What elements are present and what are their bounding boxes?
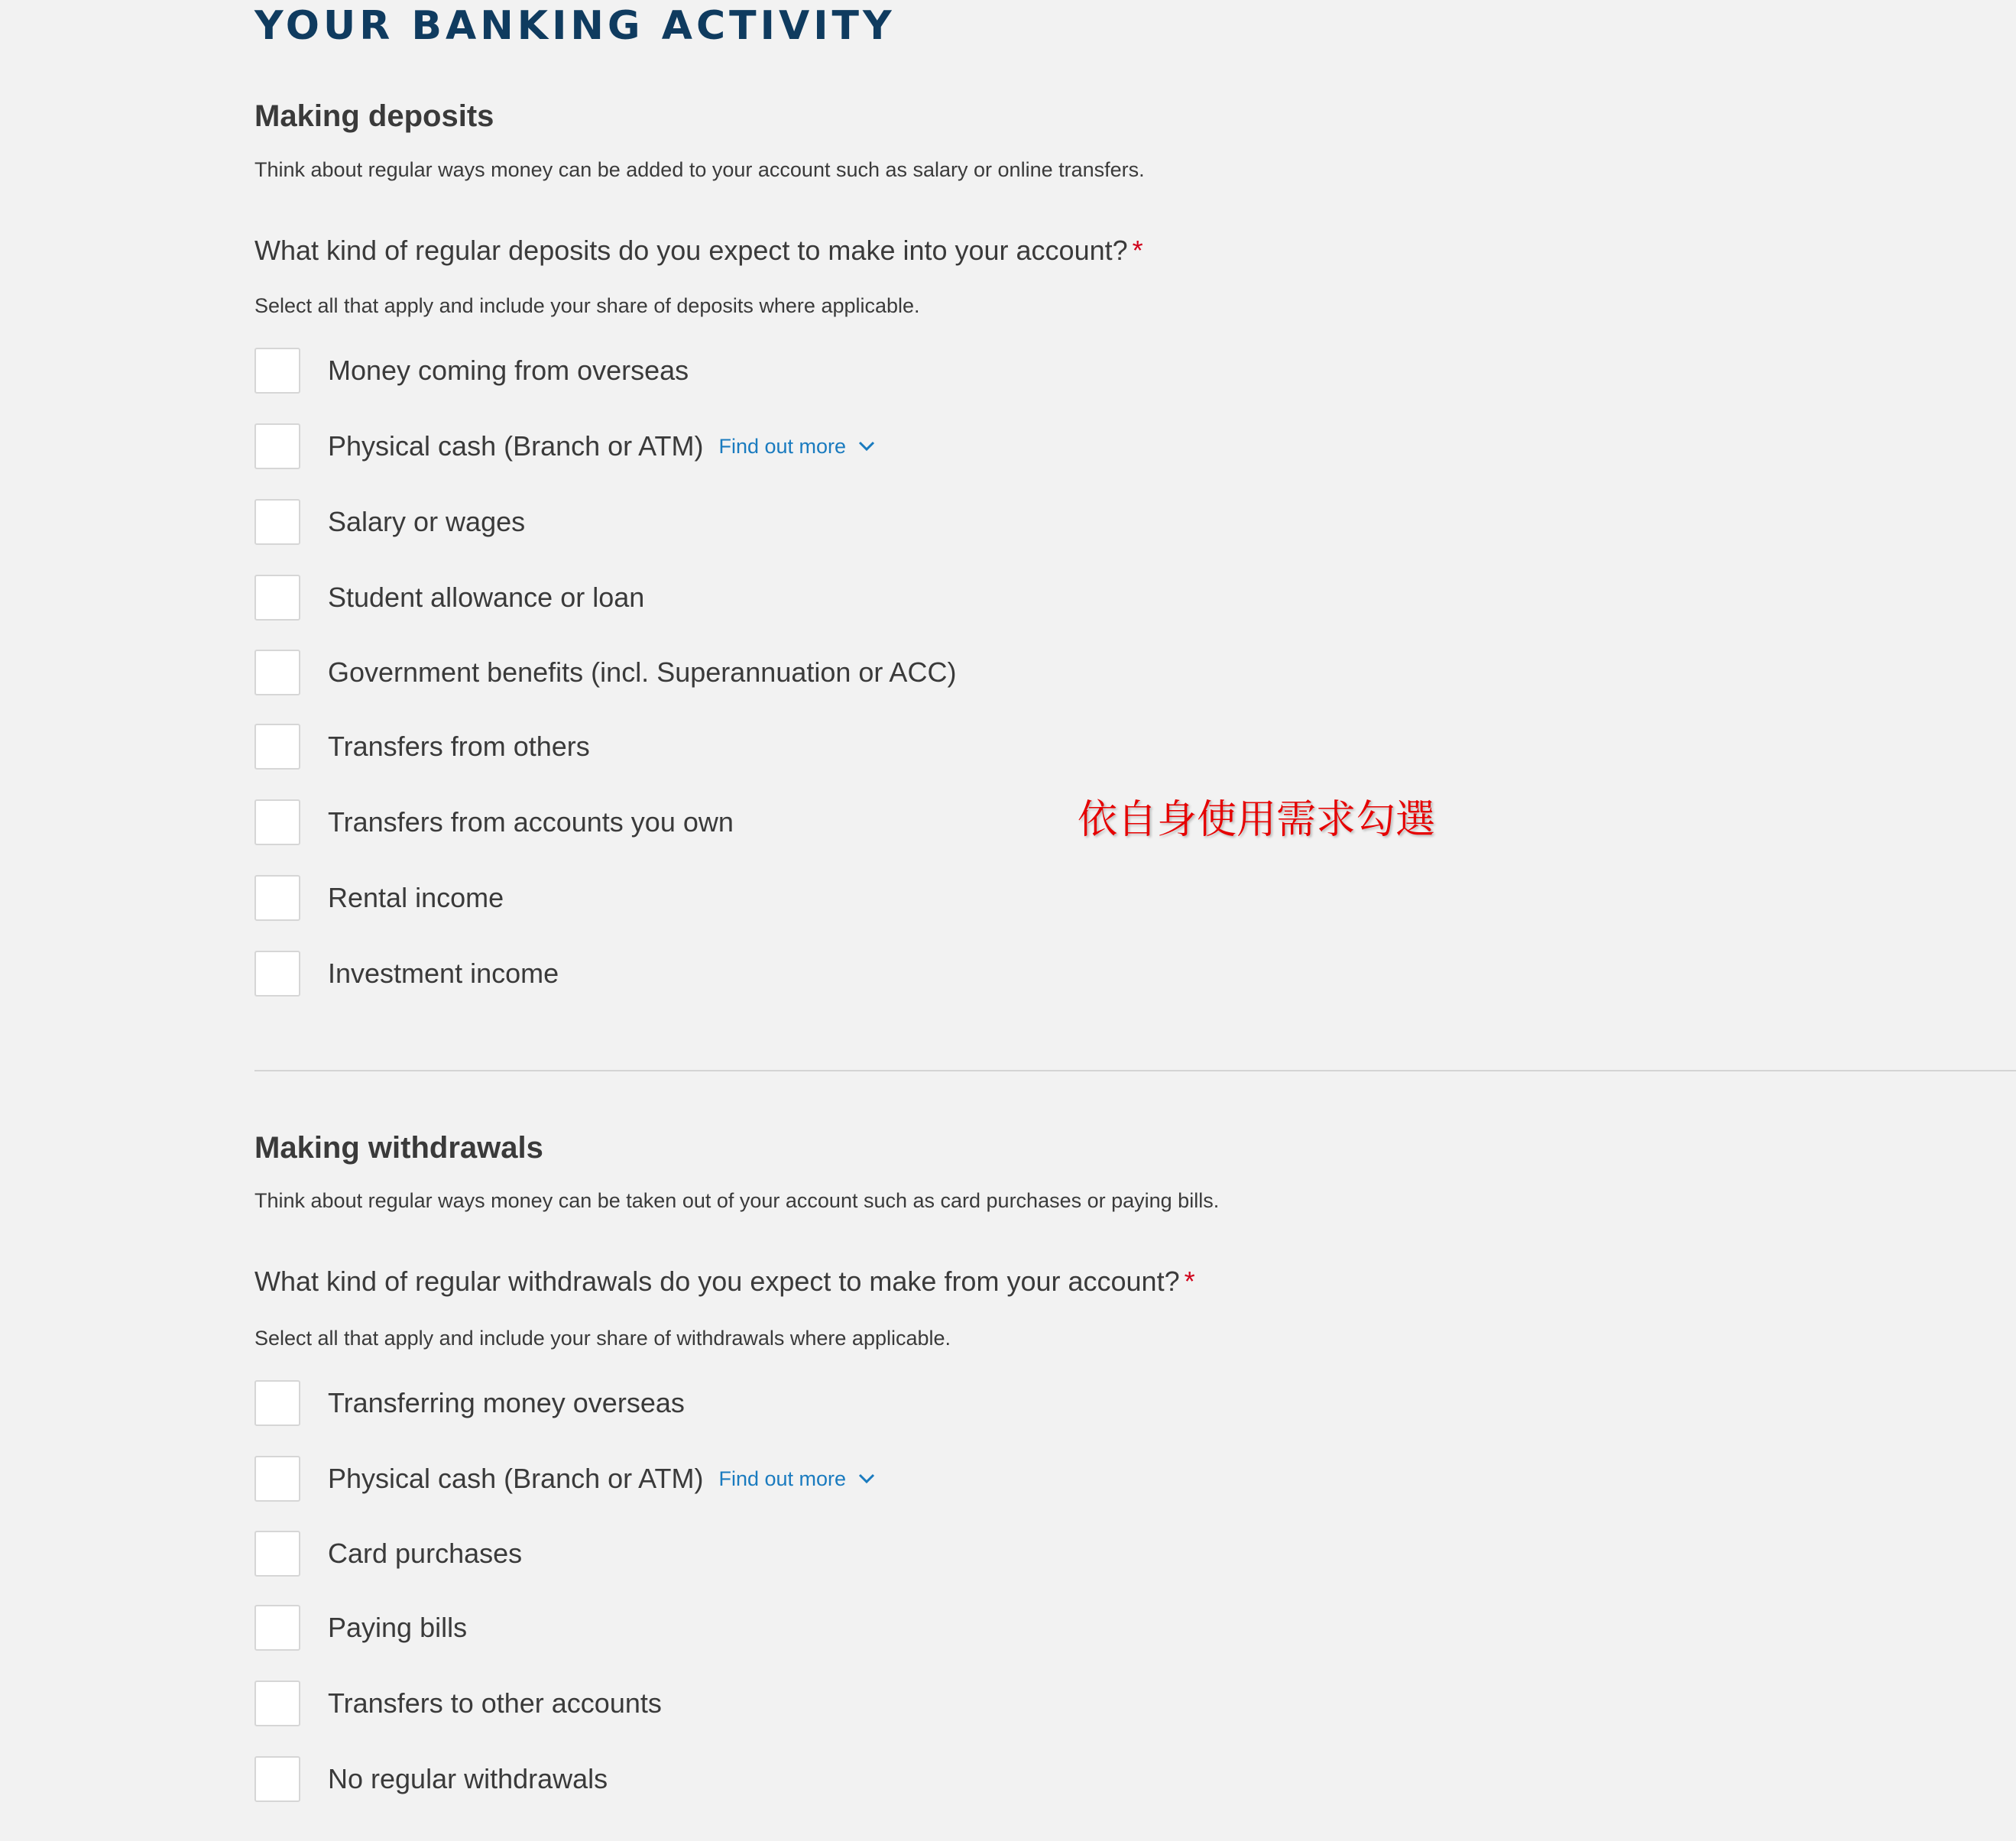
option-label: Student allowance or loan bbox=[328, 582, 645, 613]
option-label: No regular withdrawals bbox=[328, 1763, 608, 1794]
find-out-more-label: Find out more bbox=[718, 1467, 847, 1490]
option-label: Transferring money overseas bbox=[328, 1387, 685, 1418]
option-label: Money coming from overseas bbox=[328, 355, 689, 386]
option-label: Rental income bbox=[328, 882, 504, 913]
deposit-option-investment[interactable] bbox=[254, 948, 559, 999]
deposits-hint: Select all that apply and include your share of deposits where applicable. bbox=[254, 294, 920, 317]
chevron-down-icon bbox=[858, 1473, 875, 1484]
section-divider bbox=[254, 1070, 2016, 1071]
withdrawal-option-none[interactable] bbox=[254, 1754, 608, 1804]
deposit-option-transfers-own[interactable] bbox=[254, 797, 734, 848]
find-out-more-link[interactable] bbox=[718, 435, 875, 459]
withdrawals-question-text: What kind of regular withdrawals do you expect to make from your account? bbox=[254, 1266, 1180, 1297]
chevron-down-icon bbox=[858, 441, 875, 452]
checkbox[interactable] bbox=[254, 423, 300, 469]
checkbox[interactable] bbox=[254, 348, 300, 394]
checkbox[interactable] bbox=[254, 575, 300, 621]
checkbox[interactable] bbox=[254, 1681, 300, 1726]
withdrawal-option-physical-cash[interactable] bbox=[254, 1454, 875, 1504]
deposit-option-student[interactable] bbox=[254, 572, 644, 623]
deposits-question bbox=[254, 233, 1143, 268]
withdrawal-option-overseas[interactable] bbox=[254, 1378, 685, 1428]
option-label: Transfers to other accounts bbox=[328, 1687, 662, 1719]
option-label: Card purchases bbox=[328, 1538, 523, 1569]
checkbox[interactable] bbox=[254, 1456, 300, 1502]
deposit-option-salary[interactable] bbox=[254, 497, 525, 547]
withdrawals-hint: Select all that apply and include your share of withdrawals where applicable. bbox=[254, 1327, 951, 1350]
withdrawal-option-card[interactable] bbox=[254, 1528, 522, 1579]
option-label: Physical cash (Branch or ATM) bbox=[328, 430, 704, 462]
withdrawal-option-transfers[interactable] bbox=[254, 1678, 662, 1729]
annotation-note: 依自身使用需求勾選 bbox=[1078, 797, 1436, 843]
deposit-option-physical-cash[interactable] bbox=[254, 421, 875, 472]
deposit-option-rental[interactable] bbox=[254, 873, 504, 923]
find-out-more-label: Find out more bbox=[718, 434, 847, 458]
option-label: Salary or wages bbox=[328, 506, 526, 537]
checkbox[interactable] bbox=[254, 499, 300, 545]
checkbox[interactable] bbox=[254, 650, 300, 695]
deposit-option-government[interactable] bbox=[254, 647, 956, 698]
option-label: Paying bills bbox=[328, 1612, 468, 1643]
checkbox[interactable] bbox=[254, 724, 300, 770]
deposit-option-overseas[interactable] bbox=[254, 345, 689, 396]
deposits-question-text: What kind of regular deposits do you expect to make into your account? bbox=[254, 235, 1128, 266]
option-label: Transfers from others bbox=[328, 731, 590, 762]
option-label: Transfers from accounts you own bbox=[328, 806, 734, 838]
withdrawals-question bbox=[254, 1264, 1195, 1299]
option-label: Investment income bbox=[328, 958, 559, 989]
checkbox[interactable] bbox=[254, 951, 300, 997]
deposits-heading: Making deposits bbox=[254, 99, 494, 133]
deposit-option-transfers-others[interactable] bbox=[254, 721, 590, 772]
withdrawals-heading: Making withdrawals bbox=[254, 1131, 543, 1165]
checkbox[interactable] bbox=[254, 1756, 300, 1802]
checkbox[interactable] bbox=[254, 875, 300, 921]
option-label: Government benefits (incl. Superannuation or ACC) bbox=[328, 656, 957, 688]
checkbox[interactable] bbox=[254, 799, 300, 845]
page-title: YOUR BANKING ACTIVITY bbox=[254, 3, 896, 49]
checkbox[interactable] bbox=[254, 1605, 300, 1651]
deposits-description: Think about regular ways money can be added to your account such as salary or online transfers. bbox=[254, 158, 1145, 181]
find-out-more-link[interactable] bbox=[718, 1467, 875, 1491]
required-marker: * bbox=[1132, 235, 1143, 266]
option-label: Physical cash (Branch or ATM) bbox=[328, 1463, 704, 1494]
withdrawals-description: Think about regular ways money can be taken out of your account such as card purchases or paying bills. bbox=[254, 1189, 1220, 1212]
withdrawal-option-bills[interactable] bbox=[254, 1603, 467, 1653]
checkbox[interactable] bbox=[254, 1531, 300, 1577]
checkbox[interactable] bbox=[254, 1380, 300, 1426]
required-marker: * bbox=[1184, 1266, 1195, 1297]
